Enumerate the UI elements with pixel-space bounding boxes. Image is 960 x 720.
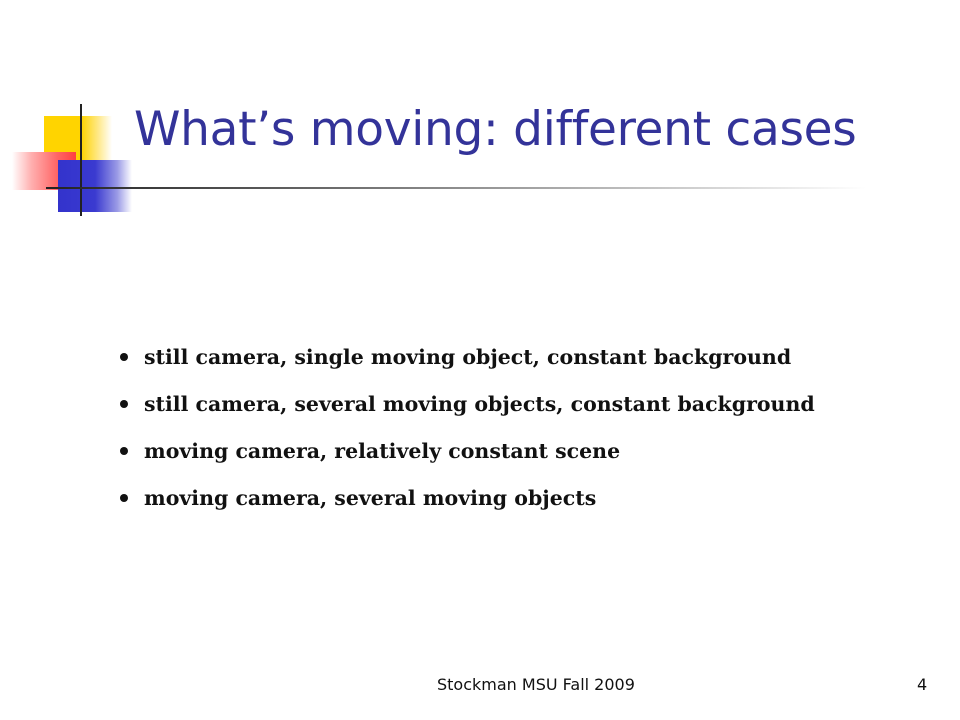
bullet-dot-icon xyxy=(120,353,128,361)
bullet-item xyxy=(120,427,815,474)
bullet-item xyxy=(120,380,815,427)
bullet-text: still camera, several moving objects, constant background xyxy=(144,391,815,416)
bullet-list xyxy=(120,333,815,521)
slide-title: What’s moving: different cases xyxy=(134,102,857,157)
bullet-dot-icon xyxy=(120,400,128,408)
bullet-text: moving camera, several moving objects xyxy=(144,485,597,510)
slide-footer: Stockman MSU Fall 2009 xyxy=(437,675,635,694)
bullet-dot-icon xyxy=(120,494,128,502)
title-underline-rule xyxy=(46,187,866,189)
bullet-item xyxy=(120,333,815,380)
blue-square-decoration xyxy=(58,160,132,212)
bullet-dot-icon xyxy=(120,447,128,455)
page-number: 4 xyxy=(917,675,928,694)
bullet-text: still camera, single moving object, constant background xyxy=(144,344,792,369)
bullet-item xyxy=(120,474,815,521)
vertical-rule-decoration xyxy=(80,104,82,216)
bullet-text: moving camera, relatively constant scene xyxy=(144,438,621,463)
